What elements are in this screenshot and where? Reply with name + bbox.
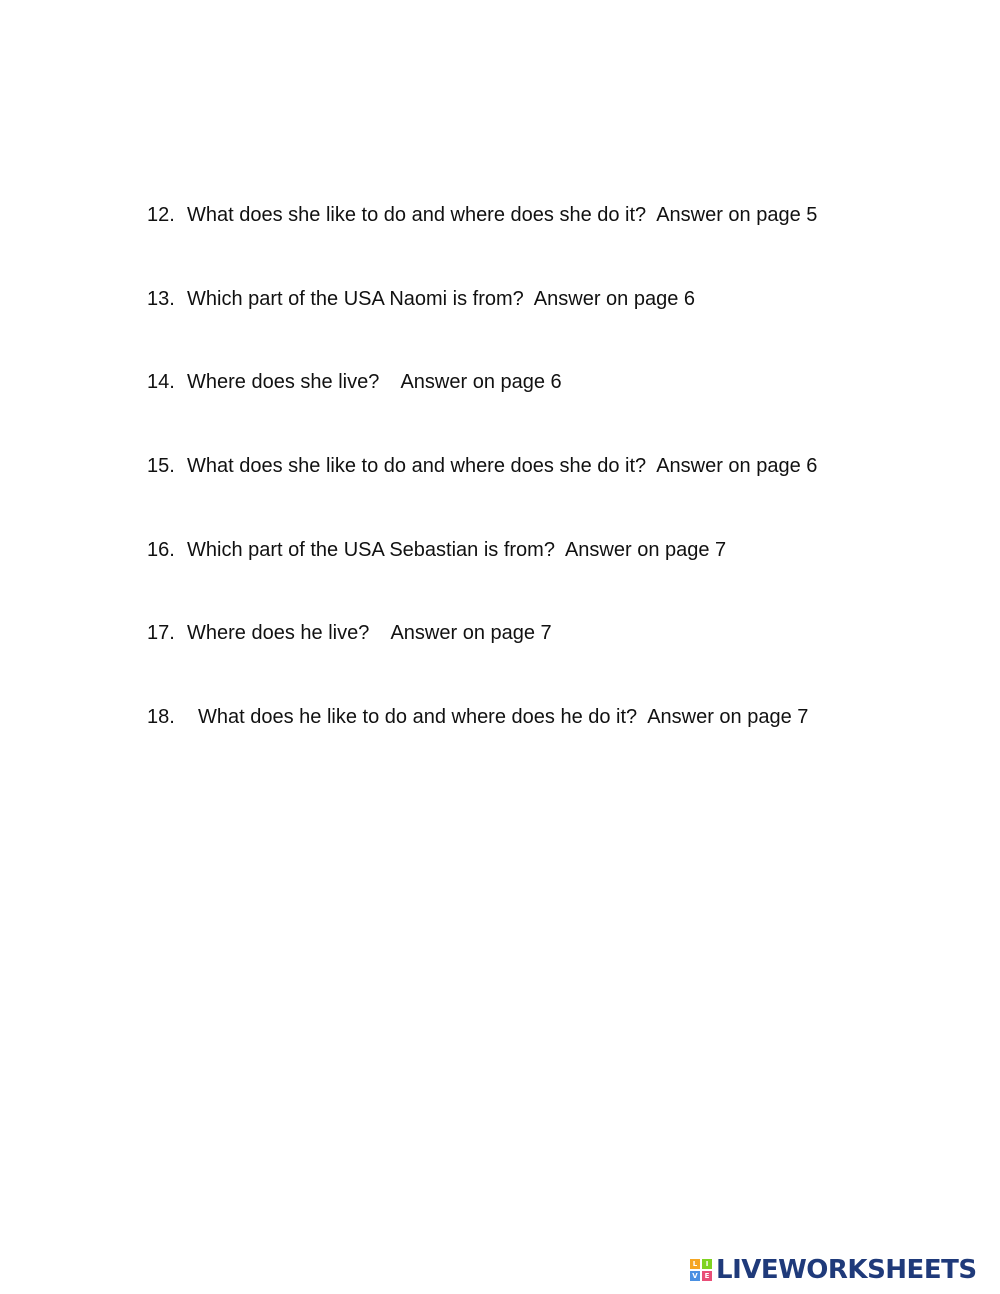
question-item bbox=[147, 201, 817, 285]
question-number: 15. bbox=[147, 455, 175, 478]
question-text: What does she like to do and where does she do it? Answer on page 6 bbox=[187, 455, 818, 478]
question-text: What does she like to do and where does she do it? Answer on page 5 bbox=[187, 204, 818, 226]
question-item bbox=[147, 536, 817, 620]
question-text: What does he like to do and where does he do it? Answer on page 7 bbox=[198, 706, 809, 729]
question-text: Where does she live? Answer on page 6 bbox=[187, 371, 562, 394]
logo-blocks-icon bbox=[690, 1259, 712, 1281]
question-item bbox=[147, 703, 817, 787]
question-text: Which part of the USA Naomi is from? Answer on page 6 bbox=[187, 287, 696, 310]
question-number: 16. bbox=[147, 538, 175, 561]
question-text: Which part of the USA Sebastian is from? Answer on page 7 bbox=[187, 538, 727, 561]
question-number: 13. bbox=[147, 287, 175, 310]
question-item bbox=[147, 368, 817, 452]
question-number: 18. bbox=[147, 706, 175, 729]
logo-block: E bbox=[702, 1271, 712, 1281]
logo-text: LIVEWORKSHEETS bbox=[716, 1255, 977, 1285]
question-list bbox=[147, 201, 817, 787]
question-item bbox=[147, 285, 817, 369]
liveworksheets-logo bbox=[690, 1252, 977, 1288]
logo-block: L bbox=[690, 1259, 700, 1269]
logo-block: I bbox=[702, 1259, 712, 1269]
question-text: Where does he live? Answer on page 7 bbox=[187, 622, 552, 645]
question-number: 12. bbox=[147, 204, 175, 226]
question-number: 14. bbox=[147, 371, 175, 394]
question-item bbox=[147, 619, 817, 703]
question-number: 17. bbox=[147, 622, 175, 645]
question-item bbox=[147, 452, 817, 536]
logo-block: V bbox=[690, 1271, 700, 1281]
